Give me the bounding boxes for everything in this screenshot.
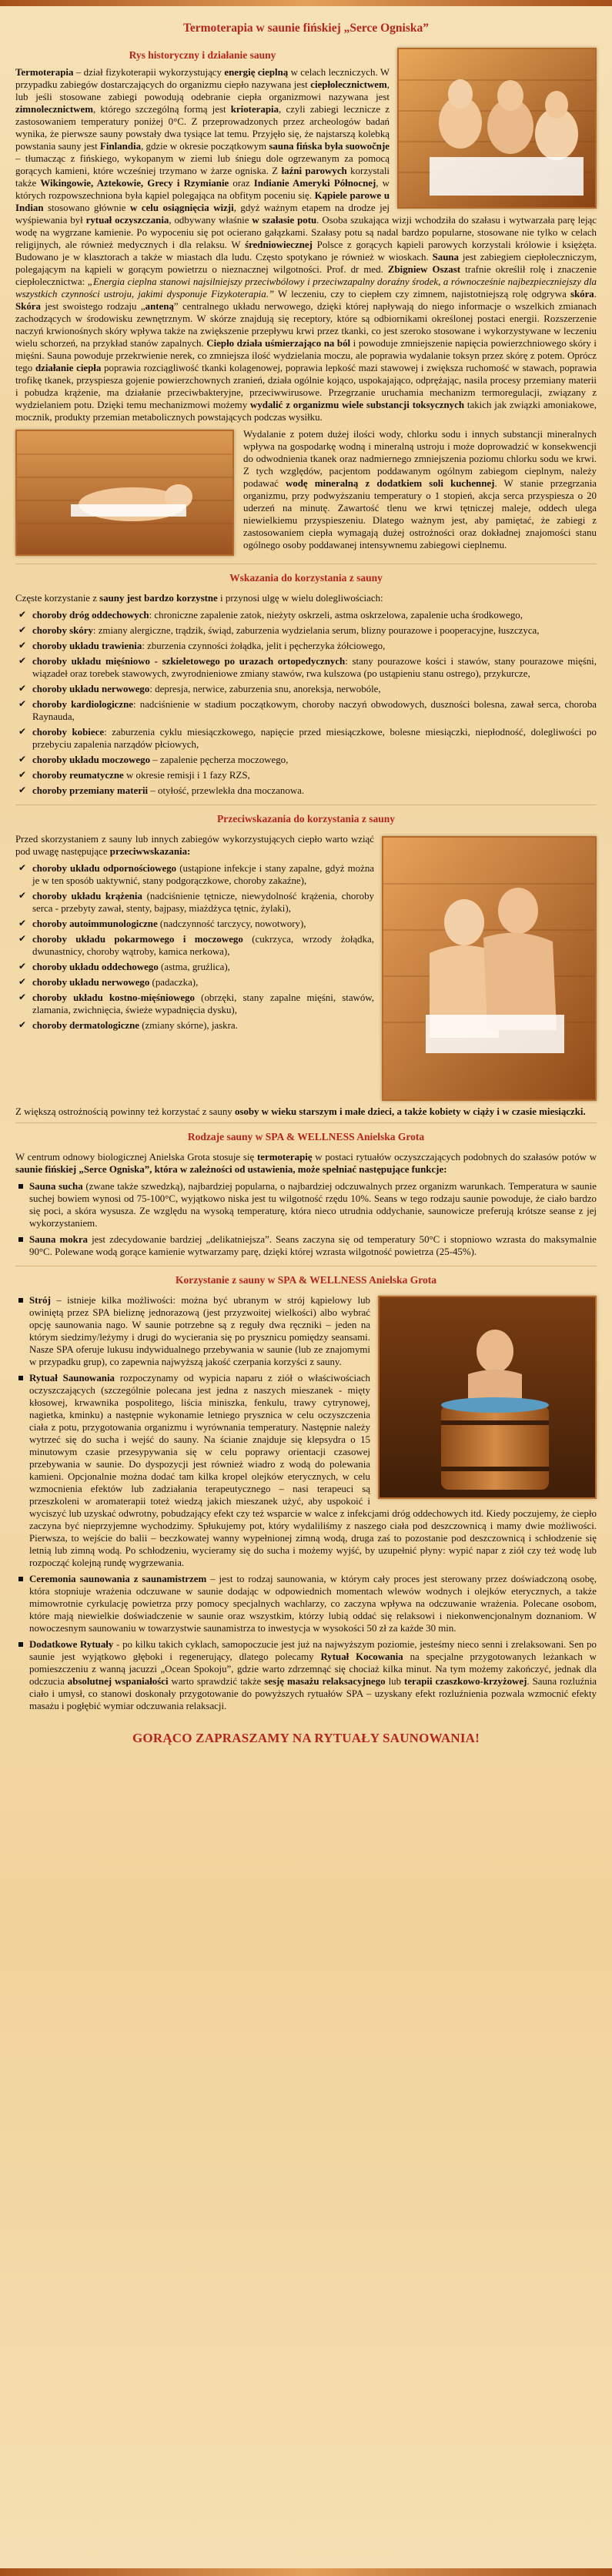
list-item: Dodatkowe Rytuały - po kilku takich cyklach, samopoczucie jest już na najwyższym poziomie, jesteśmy nieco senni i zrelaksowani. Sen po saunie jest wyjątkowo głęboki i regenerujący, dlatego polecamy Rytuał Kocowania na specjalne przygotowanych leżankach w pomieszczeniu z wanną jacuzzi „Ocean Spokoju”, gdzie warto zdrzemnąć się chociaż kilka minut. Na tym możemy zakończyć, jednak dla odczucia absolutnej wspaniałości warto sprawdzić także sesję masażu relaksacyjnego lub terapii czaszkowo-krzyżowej. Sauna rozluźnia ciało i umysł, co stanowi doskonały przygotowanie do powyższych rytuałów SPA – uzyskany efekt rozluźnienia pozwala wzmocnić efekty masażu i pogłębić wymiar odczuwania relaksacji. xyxy=(15,1638,597,1712)
section-heading-indications: Wskazania do korzystania z sauny xyxy=(229,572,383,584)
page-title: Termoterapia w saunie fińskiej „Serce Ogniska” xyxy=(182,22,430,35)
indications-intro: Częste korzystanie z sauny jest bardzo korzystne i przynosi ulgę w wielu dolegliwościach: xyxy=(15,593,383,604)
list-item: ✔ choroby kardiologiczne: nadciśnienie w stadium początkowym, choroby naczyń obwodowych, duszności bolesna, zawał serca, choroba Raynauda, xyxy=(15,698,597,723)
section-heading-sauna-types: Rodzaje sauny w SPA & WELLNESS Anielska Grota xyxy=(187,1131,425,1142)
list-item: ✔ choroby układu trawienia: zburzenia czynności żołądka, jelit i pęcherzyka żółciowego, xyxy=(15,640,597,652)
list-item: ✔ choroby układu nerwowego: depresja, nerwice, zaburzenia snu, anoreksja, nerwobóle, xyxy=(15,683,597,695)
list-item: Strój – istnieje kilka możliwości: można być ubranym w strój kąpielowy lub owiniętą przez SPA bieliznę jednorazową (jest przyzwoitej wielkości) albo wybrać opcję saunowania nago. W saunie potrzebne są z reguły dwa ręczniki – jeden na którym siedzimy/leżymy i drugi do wycierania się po prysznicu pomiędzy seansami. Nasze SPA oferuje lukusu indywidualnego przebywania w saunie (lub ze znajomymi w przypadku grup), co zapewnia najwyższą jakość czerpania korzyści z sauny. xyxy=(15,1294,597,1368)
closing-invitation: GORĄCO ZAPRASZAMY NA RYTUAŁY SAUNOWANIA! xyxy=(132,1731,480,1745)
list-item: Sauna mokra jest zdecydowanie bardziej „delikatniejsza”. Seans zaczyna się od temperatury 50°C i stopniowo wzrasta do maksymalnie 90°C. Polewane wodą gorące kamienie wytwarzamy parę, dzięki której wzrasta wilgotność powietrza (25-45%). xyxy=(15,1233,597,1258)
list-item: ✔ choroby układu pokarmowego i moczowego (cukrzyca, wrzody żołądka, dwunastnicy, choroby wątroby, kamica nerkowa), xyxy=(15,933,597,958)
usage-list xyxy=(15,1294,597,1712)
list-item: Rytuał Saunowania rozpoczynamy od wypicia naparu z ziół o właściwościach oczyszczających (szczególnie polecana jest jedna z naszych mieszanek - mięty kłosowej, krwawnika pospolitego, liścia miniszka, fenkulu, trawy cytrynowej, nagietka, kminku) a następnie wykonamie letniego prysznica w celu oczyszczenia ciała z potu, przygotowania organizmu i wyrównania temperatury. Następnie należy wytrzeć się do sucha i wejść do sauny. Na ścianie znajduje się klepsydra o 15 minutowym czasie przesypywania się w celu poprawy orientacji czasowej przebywania w saunie. Do dyspozycji jest również wiadro z wodą do polewania kamieni. Opcjonalnie można dodać tam kilka kropel olejków eterycznych, w celu wzmocnienia efektów lub zadziałania terapeutycznego – nasi terapeuci są przeszkoleni w aromaterapii toteż wiedzą jakich mieszanek użyć, aby uspokoić i wyciszyć lub uzyskać odwrotny, pobudzający efekt czy też wsparcie w walce z infekcjami dróg oddechowych itd. Kiedy poczujemy, że ciepło zaczyna być nieprzyjemne wychodzimy. Spłukujemy pot, który wydaliliśmy z naszego ciała pod deszczownicą i mamy dwie możliwości. Pierwsza, to wejście do balii – beczkowatej wanny wypełnionej zimną wodą, druga zaś to pozostanie pod deszczownicą i schłodzenie się letnią lub zimną wodą. Po schłodzeniu, wycieramy się do sucha i możemy wyjść, by uzupełnić płyny: wypić napar z ziół czy też wodę lub rozpocząć kolejną rundę wygrzewania. xyxy=(15,1372,597,1569)
list-item: ✔ choroby skóry: zmiany alergiczne, trądzik, świąd, zaburzenia wydzielania serum, blizny pourazowe i pooperacyjne, łuszczyca, xyxy=(15,624,597,637)
list-item: ✔ choroby reumatyczne w okresie remisji i 1 fazy RZS, xyxy=(15,769,597,781)
sauna-bench-woman-photo xyxy=(15,430,234,556)
list-item: ✔ choroby dróg oddechowych: chroniczne zapalenie zatok, nieżyty oskrzeli, astma oskrzelowa, zapalenie ucha środkowego, xyxy=(15,609,597,621)
list-item: ✔ choroby układu kostno-mięśniowego (obrzęki, stany zapalne mięśni, stawów, zlamania, zwichnięcia, świeże wypadnięcia dysku), xyxy=(15,992,597,1016)
list-item: Ceremonia saunowania z saunamistrzem – jest to rodzaj saunowania, w którym cały proces jest sterowany przez doświadczoną osobę, która stopniuje wrażenia odczuwane w saunie dodając w odpowiednich momentach wlewów wodnych i olejków eterycznych, a także mimowrotnie cyrkulację powietrza przy pomocy specjalnych wachlarzy, co zaczyna wpływa na odczuwanie wrażenia. Polecane osobom, które mają niewielkie doświadczenie w saunie oraz wszystkim, którzy lubią oddać się relaksowi i niekonwencjonalnym doznaniom. W nowoczesnym saunowaniu w towarzystwie saunamistrza to inwestycja w wysokości 50 zł za każde 30 min. xyxy=(15,1573,597,1634)
section-heading-usage: Korzystanie z sauny w SPA & WELLNESS Anielska Grota xyxy=(175,1274,437,1286)
list-item: Sauna sucha (zwane także szwedzką), najbardziej popularna, o najbardziej odczuwalnych przez organizm warunkach. Temperatura w saunie suchej bowiem wynosi od 75-100°C, wyjątkowo niska jest tu wilgotność rzędu 10%. Seans w tego rodzaju saunie powoduje, że ciało bardzo się poci, a skóra wysusza. Ze względu na wysoką temperaturę, która nieco utrudnia oddychanie, saunowicze preferują krótsze seanse z jej wykorzystaniem. xyxy=(15,1180,597,1229)
list-item: ✔ choroby układu krążenia (nadciśnienie tętnicze, niewydolność krążenia, choroby serca - przebyty zawał, stenty, bajpasy, miażdżyca tętnic, żylaki), xyxy=(15,890,597,915)
list-item: ✔ choroby układu mięśniowo - szkieletowego po urazach ortopedycznych: stany pourazowe kości i stawów, stany pourazowe mięśni, wiązadeł oraz torebek stawowych, zwyrodnieniowe zmiany stawów, rwa kulszowa (po ustąpieniu stanu ostrego), przykurcze, xyxy=(15,655,597,680)
list-item: ✔ choroby dermatologiczne (zmiany skórne), jaskra. xyxy=(15,1019,597,1032)
sweat-paragraph: Wydalanie z potem dużej ilości wody, chlorku sodu i innych substancji mineralnych wpływa na gospodarkę wodną i mineralną ustroju i może doprowadzić w konsekwencji do odwodnienia tkanek oraz nadmiernego zmniejszenia poziomu chlorku sodu we krwi. Z tych względów, pacjentom poddawanym ogólnym zabiegom cieplnym, należy podawać wodę mineralną z dodatkiem soli kuchennej. W stanie przegrzania organizmu, przy podwyższaniu temperatury o 1 stopień, akcja serca przyspiesza o 20 uderzeń na minutę. Zawartość tlenu we krwi tętniczej maleje, oddech ulega niewielkiemu przyspieszeniu. Dlatego ważnym jest, aby pamiętać, że zabiegi z zastosowaniem ciepła wymagają dużej ostrożności oraz dokładnej znajomości stanu ogólnego osoby poddawanej intensywnemu zabiegowi cieplnemu. xyxy=(243,429,597,550)
sauna-types-intro: W centrum odnowy biologicznej Anielska Grota stosuje się termoterapię w postaci rytuałów oczyszczających podobnych do szałasów potów w saunie fińskiej „Serce Ogniska”, która w zależności od ustawienia, może spełniać następujące funkcje: xyxy=(15,1152,597,1175)
list-item: ✔ choroby układu odpornościowego (ustąpione infekcje i stany zapalne, gdyż można je w ten sposób uaktywnić, stany podgorączkowe, choroby zakaźne), xyxy=(15,862,597,887)
contraindications-intro: Przed skorzystaniem z sauny lub innych zabiegów wykorzystujących ciepło warto wziąć pod uwagę następujące przeciwwskazania: xyxy=(15,834,374,857)
list-item: ✔ choroby układu moczowego – zapalenie pęcherza moczowego, xyxy=(15,754,597,766)
divider xyxy=(15,1122,597,1123)
sauna-types-list xyxy=(15,1180,597,1258)
contraindications-outro: Z większą ostrożnością powinny też korzystać z sauny osoby w wieku starszym i małe dzieci, a także kobiety w ciąży i w czasie miesiączki. xyxy=(15,1106,586,1117)
section-heading-history: Rys historyczny i działanie sauny xyxy=(129,49,276,61)
sauna-friends-photo xyxy=(397,48,597,209)
section-heading-contraindications: Przeciwskazania do korzystania z sauny xyxy=(217,813,395,825)
list-item: ✔ choroby kobiece: zaburzenia cyklu miesiączkowego, napięcie przed miesiączkowe, bolesne miesiączki, niepłodność, dolegliwości po przebyciu zapalenia narządów płciowych, xyxy=(15,726,597,751)
list-item: ✔ choroby układu oddechowego (astma, gruźlica), xyxy=(15,961,597,973)
list-item: ✔ choroby układu nerwowego (padaczka), xyxy=(15,976,597,989)
indications-list xyxy=(15,609,597,797)
list-item: ✔ choroby przemiany materii – otyłość, przewlekła dna moczanowa. xyxy=(15,785,597,797)
bottom-decor-bar xyxy=(0,2568,612,2576)
history-paragraph: Termoterapia – dział fizykoterapii wykorzystujący energię cieplną w celach leczniczych. W przypadku zabiegów dostarczających do organizmu ciepło nazywana jest ciepłolecznictwem, lub jeśli stosowane zabiegi powodują odebranie ciepła organizmowi nazywana jest zimnolecznictwem, którego szczególną formą jest krioterapia, czyli zabiegi lecznicze z zastosowaniem temperatury poniżej 0°C. Z przeprowadzonych przez archeologów badań wynika, że pierwsze sauny powstały dwa tysiące lat temu. Przyjęło się, że najstarszą kolebką powstania sauny jest Finlandia, gdzie w okresie początkowym sauna fińska była suowočnje – tłumacząc z fińskiego, wykopanym w ziemi lub śniegu dole ogrzewanym za pomocą gorących kamieni, które wcześniej trzymano w żarze ogniska. Z łaźni parowych korzystali także Wikingowie, Aztekowie, Grecy i Rzymianie oraz Indianie Ameryki Północnej, w których rozpowszechniona była kąpiel polegająca na obfitym poceniu się. Kąpiele parowe u Indian stosowano głównie w celu osiągnięcia wizji, gdyż ważnym etapem na drodze jej wyśpiewania był rytuał oczyszczania, odbywany właśnie w szałasie potu. Osoba szukająca wizji wchodziła do szałasu i wytwarzała parę lejąc wodę na wygrzane kamienie. Po wypoceniu się pot ocierano gałązkami. Szałasy potu są nadal bardzo popularne, stosowane nie tylko w celach religijnych, ale również medycznych i dla relaksu. W średniowiecznej Polsce z gorących kąpieli parowych korzystali królowie i księżęta. Budowano je w klasztorach a także w miastach dla ludu. Często spotykano je również w wioskach. Sauna jest zabiegiem ciepłoleczniczym, polegającym na kąpieli w gorącym powietrzu o nieznacznej wilgotności. Prof. dr med. Zbigniew Oszast trafnie określił rolę i znaczenie ciepłolecznictwa: „Energia cieplna stanowi najsilniejszy przeciwbólowy i przeciwzapalny doraźny środek, a równocześnie najbezpieczniejszy dla wszystkich czynności ustroju, jakimi dysponuje Fizykoterapia.” W leczeniu, czy to ciepłem czy zimnem, najistotniejszą rolę odgrywa skóra. Skóra jest swoistego rodzaju „anteną” centralnego układu nerwowego, dzięki której napływają do niego informacje o wszelkich zmianach zachodzących w środowisku zewnętrznym. W skórze znajdują się receptory, które są odbiornikami określonej postaci energii. Rozszerzenie naczyń krwionośnych skóry wpływa także na zwiększenie przepływu krwi przez tkanki, co jest szeroko stosowane i wykorzystywane w leczeniu wielu schorzeń, na przykład stanów zapalnych. Ciepło działa uśmierzająco na ból i powoduje zmniejszenie napięcia powierzchniowego skóry i mięśni. Sauna powoduje przekrwienie nerek, co zmniejsza ilość wydzielania moczu, ale poprawia wydalanie toksyn przez skórę z potem. Oprócz tego działanie ciepła poprawia rozciągliwość tkanki kolagenowej, poprawia lepkość mazi stawowej i zwiększa ruchomość w stawach, poprawia trofikę tkanek, przyspiesza gojenie powierzchownych zranień, działa ogólnie kojąco, uspokajająco, odprężając, nasila procesy przemiany materii i pobudza krążenie, ma działanie przeciwbakteryjne, przeciwwirusowe. Przegrzanie uruchamia mechanizm termoregulacji, związany z wydzielaniem potu. Dzięki temu mechanizmowi możemy wydalić z organizmu wiele substancji toksycznych takich jak związki amoniakowe, mocznik, produkty przemian metabolicznych powstających podczas wysiłku. xyxy=(15,67,597,423)
list-item: ✔ choroby autoimmunologiczne (nadczynność tarczycy, nowotwory), xyxy=(15,918,597,930)
top-decor-bar xyxy=(0,0,612,6)
